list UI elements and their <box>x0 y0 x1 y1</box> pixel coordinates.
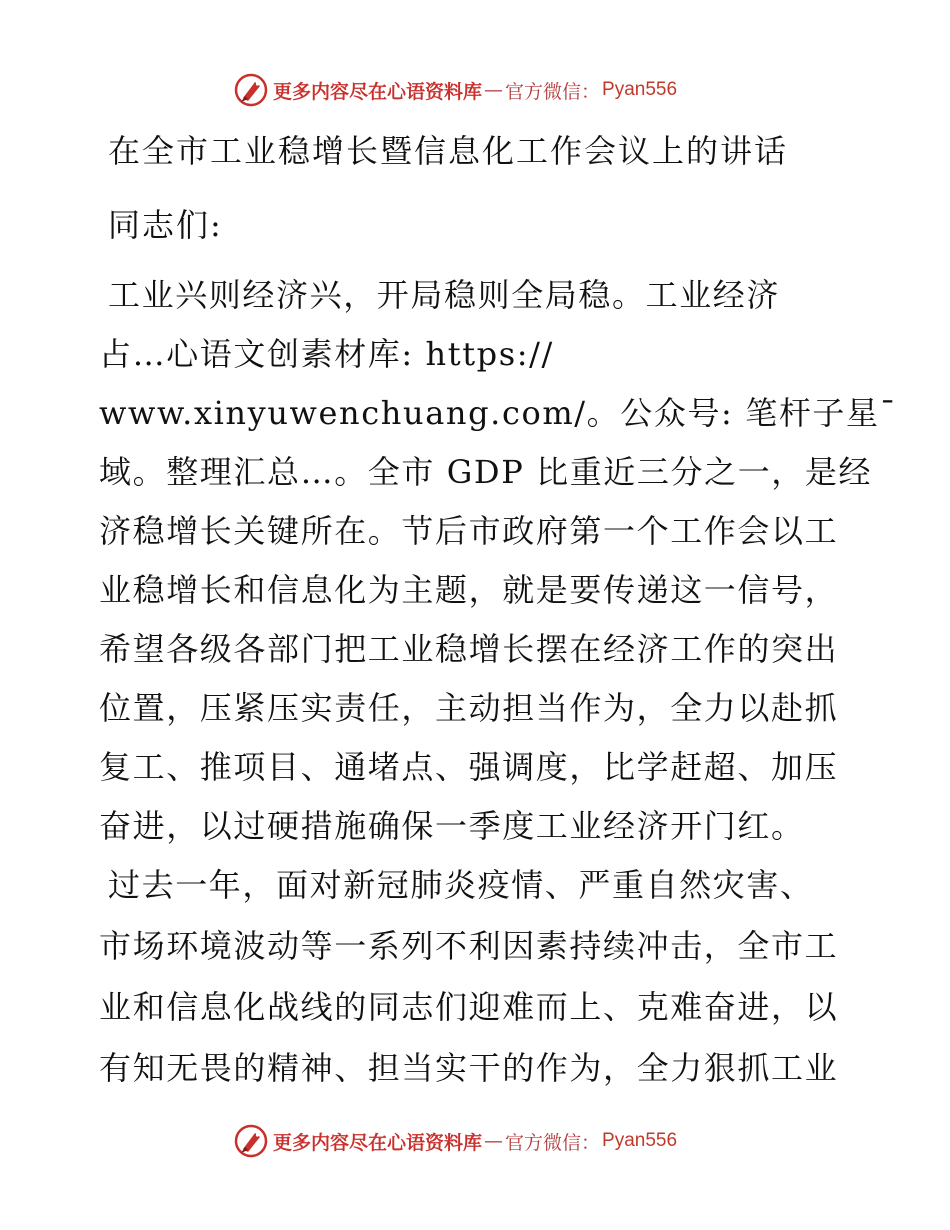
banner-dash: — <box>484 1130 504 1152</box>
body-line: 复工、推项目、通堵点、强调度，比学赶超、加压 <box>99 748 839 786</box>
body-line: 业稳增长和信息化为主题，就是要传递这一信号， <box>99 571 839 609</box>
footer-banner <box>233 1123 677 1159</box>
pen-nib-logo-icon <box>233 72 269 108</box>
document-title: 在全市工业稳增长暨信息化工作会议上的讲话 <box>108 132 789 170</box>
banner-dash: — <box>484 79 504 101</box>
body-line: 市场环境波动等一系列不利因素持续冲击，全市工 <box>99 927 839 965</box>
banner-wechat-label: 官方微信： <box>505 80 601 103</box>
body-line: 业和信息化战线的同志们迎难而上、克难奋进，以 <box>99 988 839 1026</box>
banner-wechat-id: Pyan556 <box>602 79 678 100</box>
body-line: 济稳增长关键所在。节后市政府第一个工作会以工 <box>99 512 839 550</box>
banner-text: 更多内容尽在心语资料库 <box>273 1131 483 1154</box>
banner-text: 更多内容尽在心语资料库 <box>273 80 483 103</box>
body-line: 过去一年，面对新冠肺炎疫情、严重自然灾害、 <box>108 866 814 904</box>
banner-wechat-label: 官方微信： <box>505 1131 601 1154</box>
body-line: 占…心语文创素材库: https:// <box>99 335 554 373</box>
body-line: 奋进，以过硬措施确保一季度工业经济开门红。 <box>99 807 805 845</box>
body-line: 位置，压紧压实责任，主动担当作为，全力以赴抓 <box>99 689 839 727</box>
body-line: 工业兴则经济兴，开局稳则全局稳。工业经济 <box>108 276 781 314</box>
header-banner <box>233 72 677 108</box>
banner-wechat-id: Pyan556 <box>602 1130 678 1151</box>
body-line: 有知无畏的精神、担当实干的作为，全力狠抓工业 <box>99 1049 839 1087</box>
body-line: 域。整理汇总…。全市 GDP 比重近三分之一，是经 <box>99 453 873 491</box>
body-line: www.xinyuwenchuang.com/。公众号: 笔杆子星¯ <box>99 394 898 432</box>
salutation: 同志们: <box>108 206 223 244</box>
pen-nib-logo-icon <box>233 1123 269 1159</box>
body-line: 希望各级各部门把工业稳增长摆在经济工作的突出 <box>99 630 839 668</box>
